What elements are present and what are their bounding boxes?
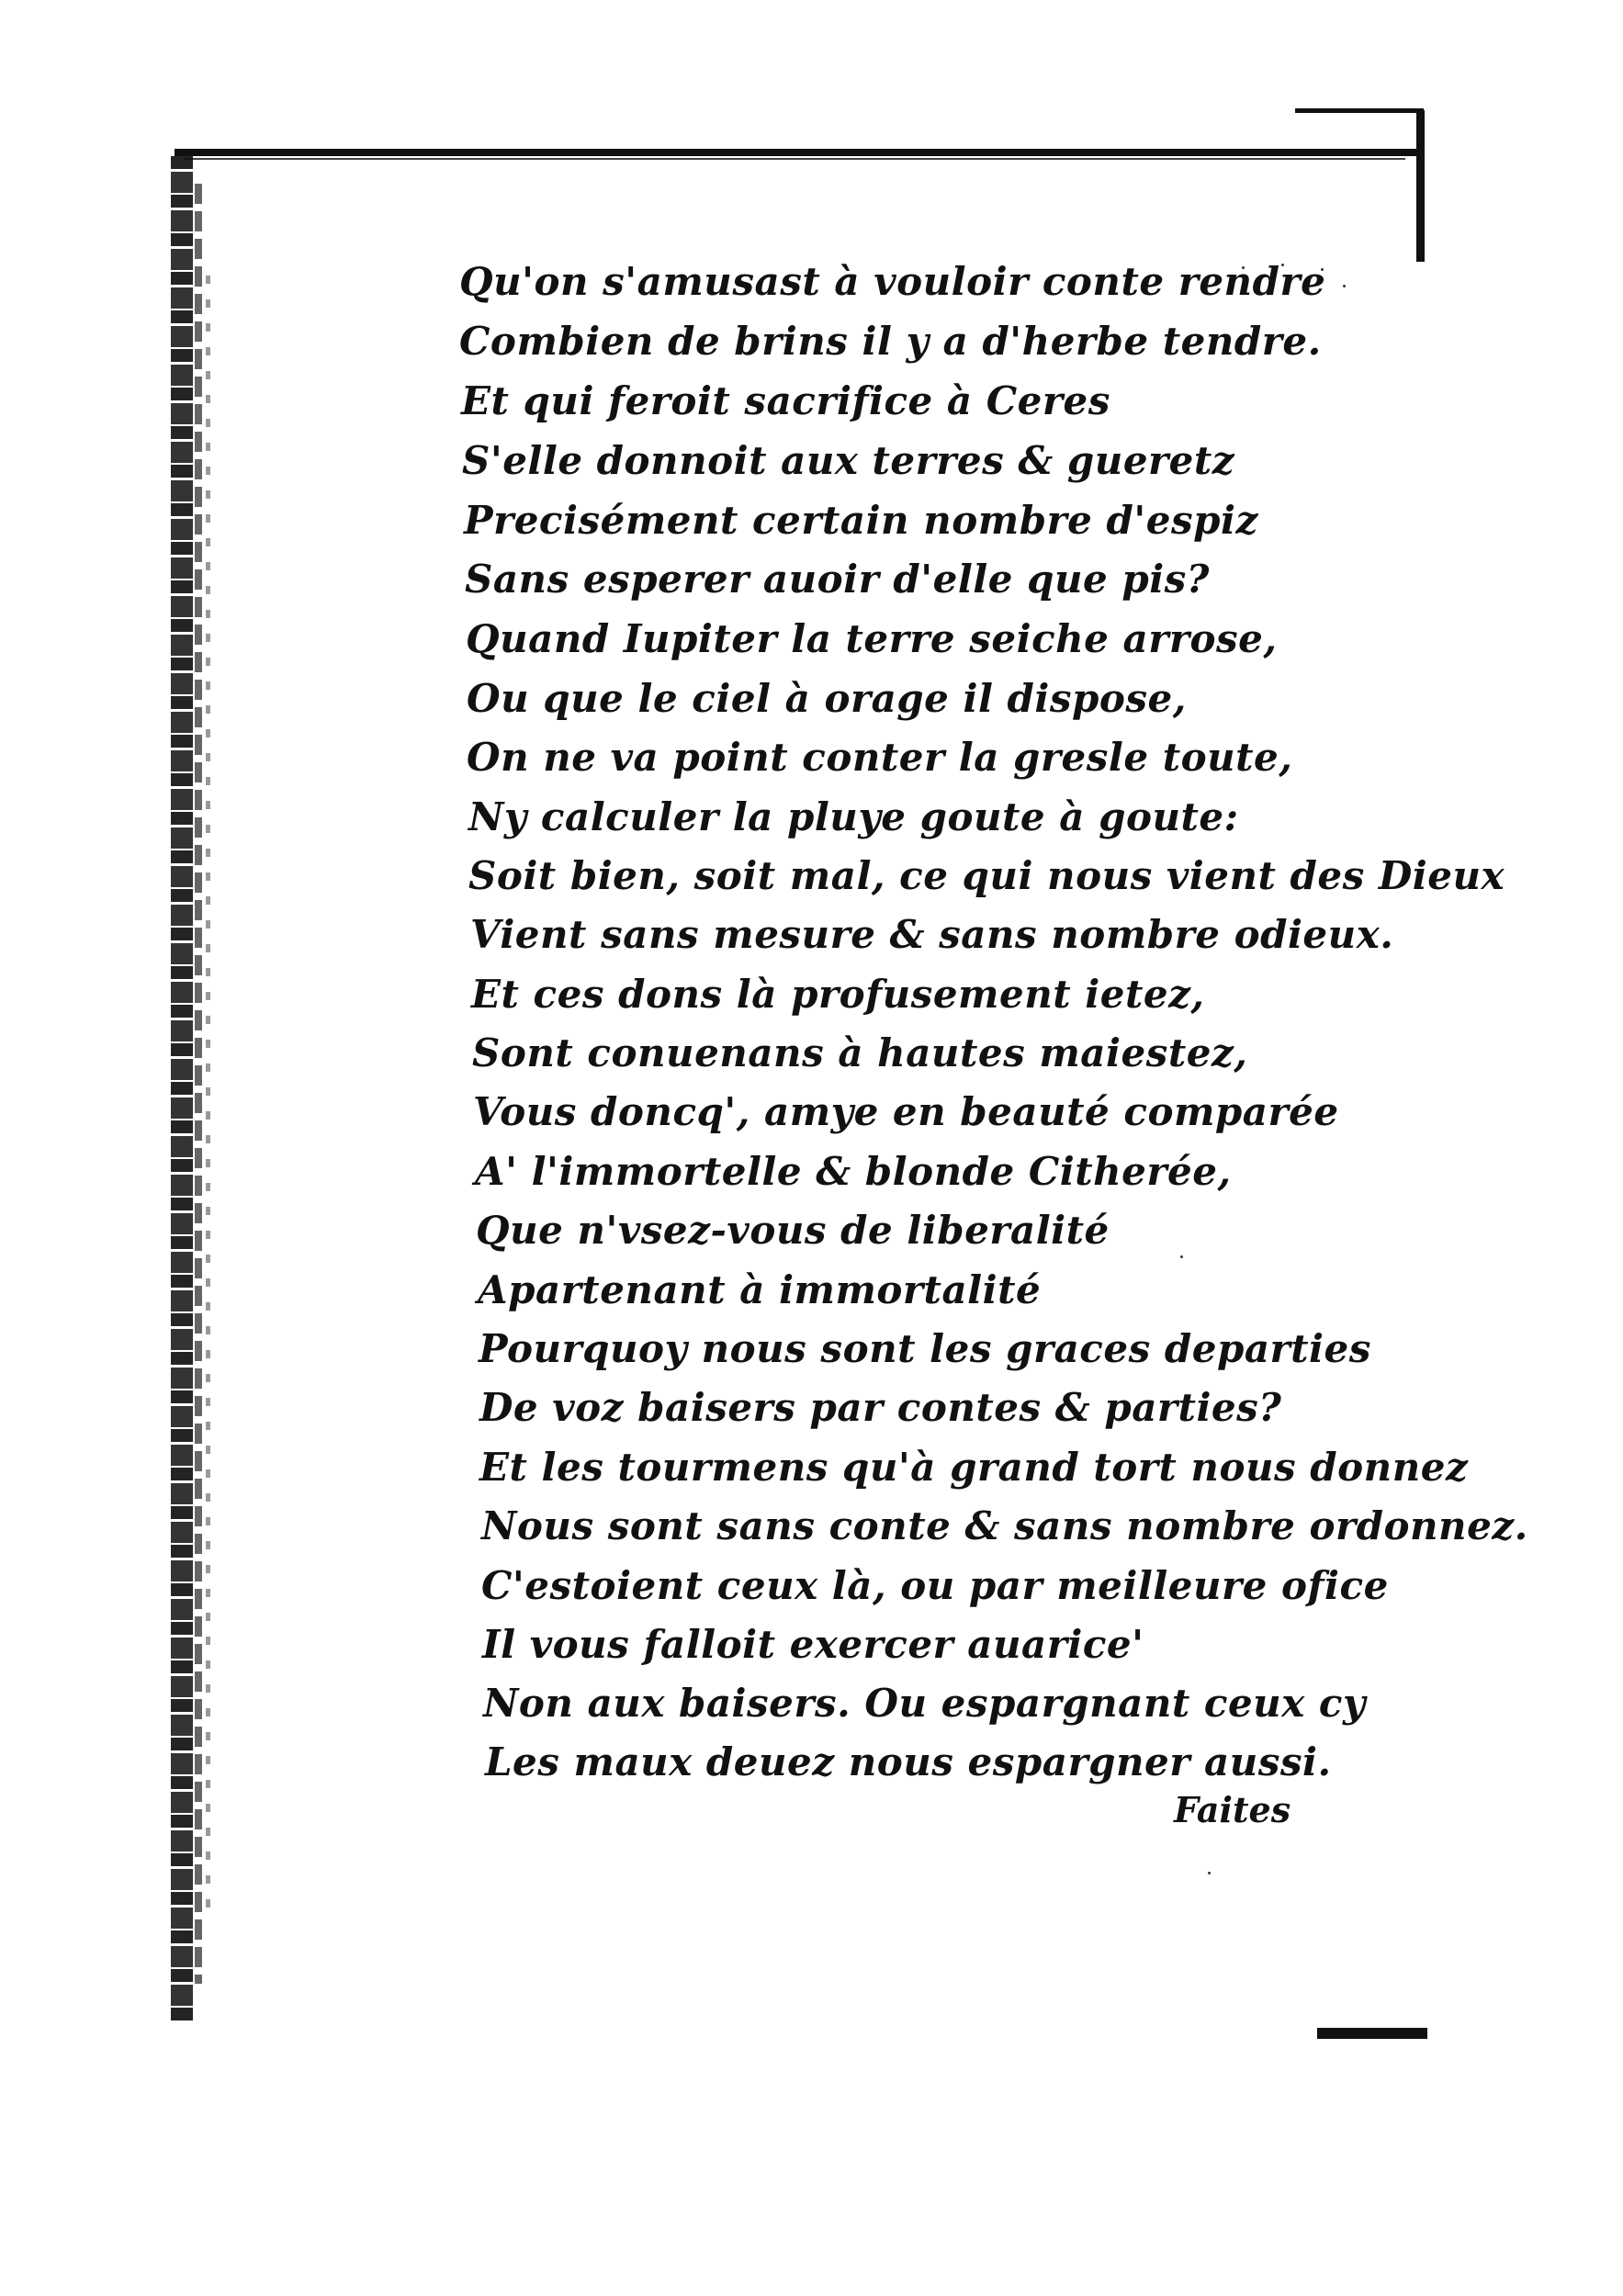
verse-line: Ou que le ciel à orage il dispose, <box>467 676 1187 721</box>
verse-line: Et qui feroit sacrifice à Ceres <box>461 378 1110 423</box>
verse-line: Sont conuenans à hautes maiestez, <box>472 1030 1248 1075</box>
verse-line: Il vous falloit exercer auarice' <box>482 1622 1144 1667</box>
verse-line: Soit bien, soit mal, ce qui nous vient des Dieux <box>468 853 1505 898</box>
verse-line: Pourquoy nous sont les graces departies <box>479 1326 1371 1371</box>
verse-line: On ne va point conter la gresle toute, <box>467 735 1293 780</box>
verse-line: Non aux baisers. Ou espargnant ceux cy <box>483 1681 1366 1726</box>
verse-line: Et ces dons là profusement ietez, <box>471 972 1205 1017</box>
verse-line: Qu'on s'amusast à vouloir conte rendre <box>459 259 1326 304</box>
verse-line: Ny calculer la pluye goute à goute: <box>468 794 1239 839</box>
verse-line: A' l'immortelle & blonde Citherée, <box>475 1149 1232 1194</box>
verse-line: Sans esperer auoir d'elle que pis? <box>465 557 1210 602</box>
verse-line: De voz baisers par contes & parties? <box>479 1385 1282 1430</box>
verse-line: Vient sans mesure & sans nombre odieux. <box>470 912 1394 957</box>
verse-line: Et les tourmens qu'à grand tort nous donnez <box>479 1445 1469 1490</box>
verse-line: Combien de brins il y a d'herbe tendre. <box>459 319 1322 364</box>
verse-line: Apartenant à immortalité <box>478 1267 1042 1312</box>
catchword: Faites <box>1174 1789 1291 1830</box>
verse-line: C'estoient ceux là, ou par meilleure ofice <box>481 1563 1389 1608</box>
verse-line: Les maux deuez nous espargner aussi. <box>485 1739 1332 1784</box>
verse-line: Nous sont sans conte & sans nombre ordonnez. <box>481 1503 1528 1548</box>
verse-line: Precisément certain nombre d'espiz <box>464 498 1258 543</box>
verse-line: Quand Iupiter la terre seiche arrose, <box>466 616 1278 661</box>
verse-line: Vous doncq', amye en beauté comparée <box>473 1089 1339 1134</box>
verse-line: S'elle donnoit aux terres & gueretz <box>462 438 1235 483</box>
verse-line: Que n'vsez-vous de liberalité <box>476 1208 1110 1253</box>
